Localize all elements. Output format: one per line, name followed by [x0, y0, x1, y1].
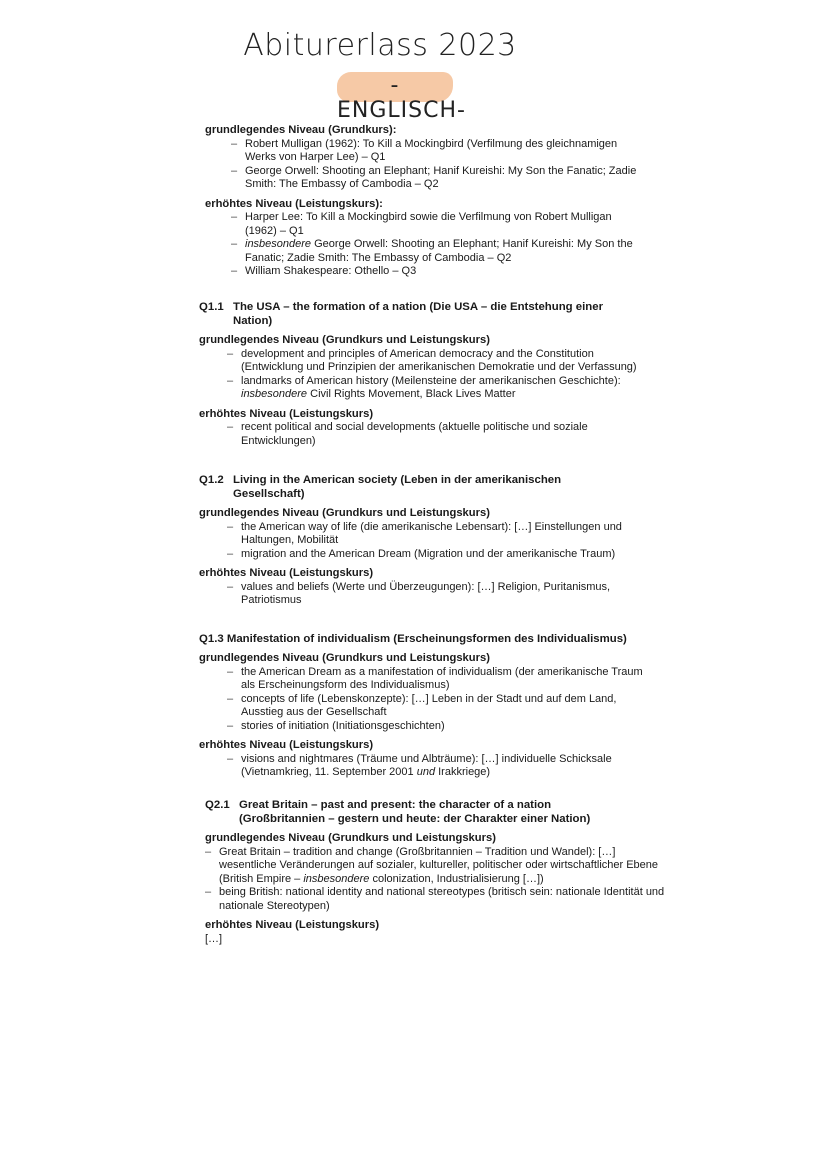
list-item: – visions and nightmares (Träume und Albträume): […] individuelle Schicksale (Vietnamkrieg, 11. September 2001 und Irakkriege) [227, 753, 659, 780]
lk-heading: erhöhtes Niveau (Leistungskurs) [199, 407, 374, 420]
lk-list [227, 421, 649, 448]
lk-list [227, 753, 659, 780]
gk-heading: grundlegendes Niveau (Grundkurs und Leistungskurs) [205, 832, 496, 844]
list-item: – being British: national identity and national stereotypes (britisch sein: nationale Identität und nationale Stereotypen) [205, 886, 665, 913]
list-item: – the American Dream as a manifestation of individualism (der amerikanische Traum als Erscheinungsform des Individualismus) [227, 666, 659, 693]
intro-lk-heading: erhöhtes Niveau (Leistungskurs): [205, 197, 383, 210]
lk-heading: erhöhtes Niveau (Leistungskurs) [205, 919, 380, 931]
list-item: – George Orwell: Shooting an Elephant; Hanif Kureishi: My Son the Fanatic; Zadie Smith: The Embassy of Cambodia – Q2 [231, 165, 645, 192]
list-item: – values and beliefs (Werte und Überzeugungen): […] Religion, Puritanismus, Patriotismus [227, 581, 649, 608]
list-item: – stories of initiation (Initiationsgeschichten) [227, 720, 659, 734]
lk-heading: erhöhtes Niveau (Leistungskurs) [199, 739, 374, 751]
gk-heading: grundlegendes Niveau (Grundkurs und Leistungskurs) [199, 652, 490, 664]
page-title: Abiturerlass 2023 [243, 28, 517, 63]
intro-lk-list [231, 211, 645, 279]
gk-list [227, 666, 659, 734]
intro-gk-list [231, 138, 645, 192]
list-item: – Robert Mulligan (1962): To Kill a Mockingbird (Verfilmung des gleichnamigen Werks von Harper Lee) – Q1 [231, 138, 645, 165]
lk-list [227, 581, 649, 608]
list-item: – migration and the American Dream (Migration und der amerikanische Traum) [227, 548, 649, 562]
gk-heading: grundlegendes Niveau (Grundkurs und Leistungskurs) [199, 334, 490, 346]
section-q1-3 [199, 632, 659, 780]
section-heading: Q2.1 Great Britain – past and present: the character of a nation (Großbritannien – gestern und heute: der Charakter einer Nation) [205, 799, 591, 825]
section-q1-2 [199, 473, 649, 608]
section-heading: Q1.3 Manifestation of individualism (Erscheinungsformen des Individualismus) [199, 633, 627, 645]
list-item: – Great Britain – tradition and change (Großbritannien – Tradition und Wandel): […] wesentliche Veränderungen auf sozialer, kultureller, politischer oder wirtschaftlicher Ebene (British Empire – insbesondere colonization, Industrialisierung […]) [205, 846, 665, 887]
list-item: – insbesondere George Orwell: Shooting an Elephant; Hanif Kureishi: My Son the Fanatic; Zadie Smith: The Embassy of Cambodia – Q2 [231, 238, 645, 265]
lk-placeholder: […] [205, 932, 223, 945]
list-item: – recent political and social developments (aktuelle politische und soziale Entwicklungen) [227, 421, 649, 448]
list-item: – Harper Lee: To Kill a Mockingbird sowie die Verfilmung von Robert Mulligan (1962) – Q1 [231, 211, 645, 238]
literature-section [205, 124, 645, 279]
list-item: – landmarks of American history (Meilensteine der amerikanischen Geschichte): insbesondere Civil Rights Movement, Black Lives Matter [227, 375, 649, 402]
section-q2-1 [205, 798, 665, 946]
section-heading: Q1.1 The USA – the formation of a nation (Die USA – die Entstehung einer Nation) [199, 301, 604, 327]
list-item: – development and principles of American democracy and the Constitution (Entwicklung und Prinzipien der amerikanischen Demokratie und der Verfassung) [227, 348, 649, 375]
section-heading: Q1.2 Living in the American society (Leben in der amerikanischen Gesellschaft) [199, 474, 562, 500]
gk-list [227, 348, 649, 402]
gk-list [227, 521, 649, 562]
gk-heading: grundlegendes Niveau (Grundkurs und Leistungskurs) [199, 507, 490, 519]
list-item: – concepts of life (Lebenskonzepte): […] Leben in der Stadt und auf dem Land, Ausstieg aus der Gesellschaft [227, 693, 659, 720]
subject-label: -ENGLISCH- [337, 73, 466, 123]
list-item: – William Shakespeare: Othello – Q3 [231, 265, 645, 279]
section-q1-1 [199, 300, 649, 448]
lk-heading: erhöhtes Niveau (Leistungskurs) [199, 567, 374, 579]
gk-list [205, 846, 665, 914]
list-item: – the American way of life (die amerikanische Lebensart): […] Einstellungen und Haltungen, Mobilität [227, 521, 649, 548]
intro-gk-heading: grundlegendes Niveau (Grundkurs): [205, 124, 397, 136]
subject-highlight [337, 70, 466, 123]
